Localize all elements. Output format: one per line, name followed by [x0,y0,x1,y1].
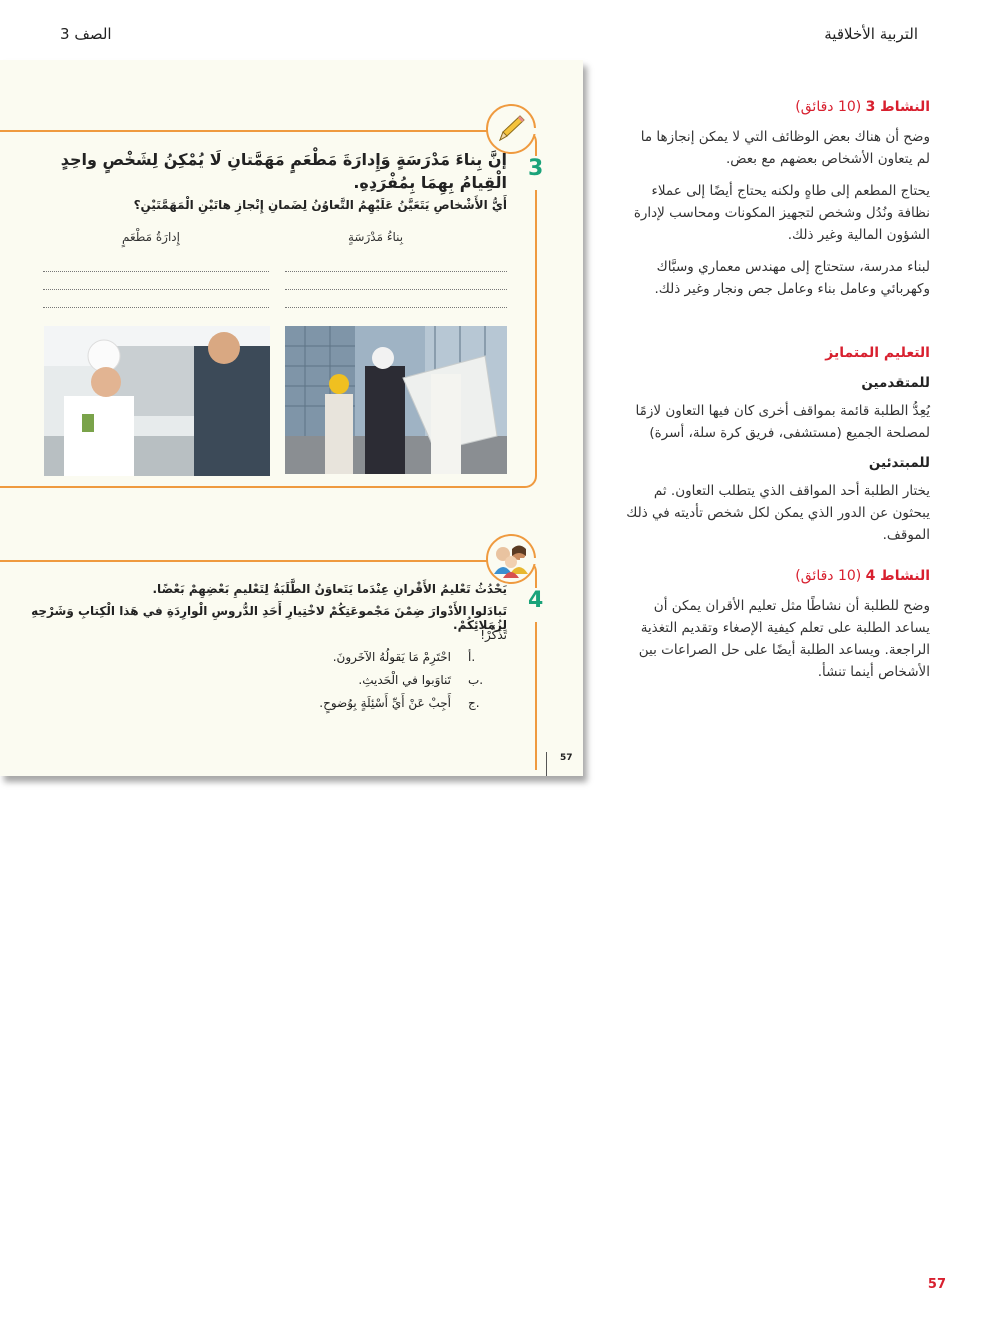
column-label-restaurant: إِدارَةُ مَطْعَمٍ [122,230,180,244]
construction-photo [285,326,507,474]
list-item-letter: ج. [468,696,480,710]
subject-title: التربية الأخلاقية [824,25,918,43]
advanced-title: للمتقدمين [861,375,930,391]
list-item-letter: أ. [468,650,476,664]
activity4-notes-title: النشاط 4 [865,568,930,584]
differentiated-title: التعليم المتمايز [825,345,930,361]
remember-label: تَذَكَّرْ! [480,628,507,642]
textbook-page [0,60,583,776]
answer-line[interactable] [285,271,507,272]
activity4-notes-time: (10 دقائق) [795,568,862,584]
textbook-page-number: 57 [560,753,573,763]
list-item: أَجِبْ عَنْ أَيِّ أَسْئِلَةٍ بِوُضوحٍ. [319,696,451,710]
list-item-letter: ب. [468,673,484,687]
activity3-subquestion: أَيُّ الأَشْخاصِ يَتَعَيَّنُ عَلَيْهِمُ التَّعاوُنُ لِضَمانِ إِنْجازِ هاتَيْنِ الْمَهَمَّتَيْنِ؟ [133,198,507,212]
activity4-instruction: تَبادَلوا الأَدْوارَ ضِمْنَ مَجْموعَتِكُمْ لاخْتِيارِ أَحَدِ الدُّروسِ الْوارِدَةِ في هَذا الْكِتابِ وَشَرْحِهِ لِزُمَلائِكُمْ. [31,604,507,632]
answer-line[interactable] [285,307,507,308]
column-label-school: بِناءُ مَدْرَسَةٍ [348,230,404,244]
activity3-notes-paragraph: وضح أن هناك بعض الوظائف التي لا يمكن إنجازها ما لم يتعاون الأشخاص بعضهم مع بعض. [640,129,930,167]
activity3-number: 3 [528,156,544,181]
page-number: 57 [927,1277,946,1292]
list-item: تَناوَبوا في الْحَديثِ. [358,673,451,687]
activity3-notes-paragraph: يحتاج المطعم إلى طاهٍ ولكنه يحتاج أيضًا إلى عملاء نظافة ونُدُل وشخص لتجهيز المكونات ومحاسب لإدارة الشؤون المالية وغير ذلك. [633,183,930,243]
beginners-text: يختار الطلبة أحد المواقف الذي يتطلب التعاون. ثم يبحثون عن الدور الذي يمكن لكل شخص تأديته في ذلك الموقف. [626,483,930,543]
answer-line[interactable] [285,289,507,290]
answer-line[interactable] [43,271,269,272]
advanced-text: يُعِدُّ الطلبة قائمة بمواقف أخرى كان فيها التعاون لازمًا لمصلحة الجميع (مستشفى، فريق كرة سلة، أسرة) [635,403,930,441]
beginners-title: للمبتدئين [868,455,930,471]
list-item: احْتَرِمْ مَا يَقولُهُ الآخَرونَ. [332,650,451,664]
page-number-divider [546,752,547,776]
activity4-intro: يَحْدُثُ تَعْليمُ الأَقْرانِ عِنْدَما يَتَعاوَنُ الطَّلَبَةُ لِتَعْليمِ بَعْضِهِمْ بَعْضًا. [152,582,507,596]
restaurant-photo [44,326,270,476]
activity3-notes-time: (10 دقائق) [795,99,862,115]
answer-line[interactable] [43,289,269,290]
activity3-question: إنَّ بِناءَ مَدْرَسَةٍ وَإِدارَةَ مَطْعَمٍ مَهَمَّتانِ لَا يُمْكِنُ لِشَخْصٍ واحِدٍ الْقِيامُ بِهِمَا بِمُفْرَدِهِ. [60,150,507,192]
answer-line[interactable] [43,307,269,308]
differentiated-learning-notes [625,342,930,546]
activity4-number: 4 [528,588,544,613]
grade-label: الصف 3 [60,25,112,43]
activity3-notes [625,96,930,300]
activity4-notes [625,565,930,683]
activity3-notes-title: النشاط 3 [865,99,930,115]
activity4-notes-paragraph: وضح للطلبة أن نشاطًا مثل تعليم الأقران يمكن أن يساعد الطلبة على تعلم كيفية الإصغاء وتقديم التغذية الراجعة. ويساعد الطلبة أيضًا على حل الصراعات بين الأشخاص أينما تنشأ. [638,598,930,680]
activity3-notes-paragraph: لبناء مدرسة، ستحتاج إلى مهندس معماري وسبَّاك وكهربائي وعامل بناء وعامل جص ونجار وغير ذلك. [654,259,930,297]
